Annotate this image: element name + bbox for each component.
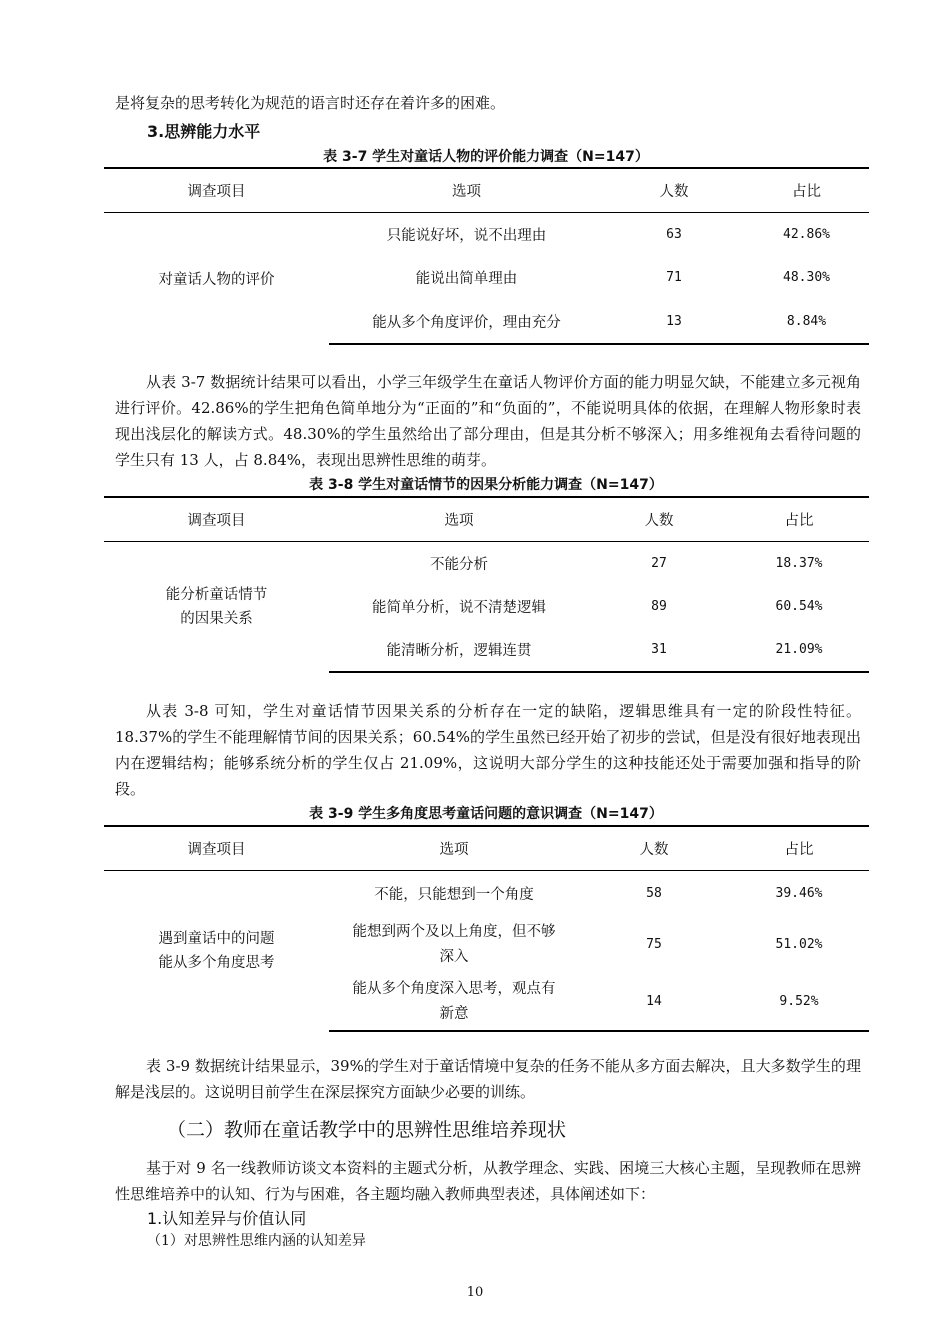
option-line-2: 新意 (439, 1005, 469, 1022)
option-cell: 不能分析 (430, 556, 488, 573)
count-cell: 31 (589, 628, 729, 672)
percent-cell: 9.52% (729, 973, 869, 1031)
count-cell: 13 (604, 299, 744, 344)
option-line-1: 能想到两个及以上角度，但不够 (352, 923, 556, 940)
percent-cell: 39.46% (775, 885, 823, 901)
survey-item: 对童话人物的评价 (158, 271, 275, 288)
paragraph-table-3-7-analysis: 从表 3-7 数据统计结果可以看出，小学三年级学生在童话人物评价方面的能力明显欠缺，不能建立多元视角进行评价。42.86%的学生把角色简单地分为“正面的”和“负面的”，不能说明具体的依据，在理解人物形象时表现出浅层化的解读方式。48.30%的学生虽然给出了部分理由，但是其分析不够深入；用多维视角去看待问题的学生只有 13 人，占 8.84%，表现出思辨性思维的萌芽。 (115, 373, 861, 469)
paragraph-table-3-9-analysis: 表 3-9 数据统计结果显示，39%的学生对于童话情境中复杂的任务不能从多方面去解决，且大多数学生的理解是浅层的。这说明目前学生在深层探究方面缺少必要的训练。 (115, 1057, 861, 1101)
percent-cell: 8.84% (744, 299, 869, 344)
section-heading-3: 3.思辨能力水平 (147, 122, 261, 141)
header-option: 选项 (329, 497, 589, 541)
option-line-2: 深入 (439, 948, 469, 965)
option-cell: 不能，只能想到一个角度 (374, 886, 534, 903)
header-item: 调查项目 (104, 826, 329, 870)
subsection-heading-1: 1.认知差异与价值认同 (147, 1209, 307, 1228)
table-3-7 (104, 167, 869, 345)
table-3-7-caption: 表 3-7 学生对童话人物的评价能力调查（N=147） (323, 149, 649, 165)
sub-subsection-heading: （1）对思辨性思维内涵的认知差异 (147, 1233, 366, 1249)
option-cell (329, 973, 579, 1031)
count-cell: 89 (651, 599, 667, 614)
table-row (104, 212, 869, 256)
survey-item-line-1: 遇到童话中的问题 (158, 930, 275, 947)
paragraph-teacher-intro: 基于对 9 名一线教师访谈文本资料的主题式分析，从教学理念、实践、困境三大核心主题，呈现教师在思辨性思维培养中的认知、行为与困难，各主题均融入教师典型表述，具体阐述如下： (115, 1159, 861, 1203)
survey-item (104, 870, 329, 1031)
table-row (104, 870, 869, 916)
table-3-8-caption: 表 3-8 学生对童话情节的因果分析能力调查（N=147） (309, 477, 663, 493)
header-option: 选项 (329, 826, 579, 870)
survey-item-line-2: 的因果关系 (180, 610, 253, 627)
table-3-9-caption: 表 3-9 学生多角度思考童话问题的意识调查（N=147） (309, 806, 663, 822)
survey-item-line-2: 能从多个角度思考 (158, 954, 275, 971)
header-count: 人数 (579, 826, 729, 870)
option-cell: 能简单分析，说不清楚逻辑 (372, 600, 546, 616)
header-option: 选项 (329, 168, 604, 212)
table-row (104, 541, 869, 585)
percent-cell: 48.30% (783, 270, 830, 285)
count-cell: 75 (646, 937, 662, 952)
header-count: 人数 (604, 168, 744, 212)
count-cell: 27 (651, 555, 667, 571)
option-cell (329, 916, 579, 973)
count-cell: 71 (666, 270, 682, 285)
option-cell: 只能说好坏，说不出理由 (386, 227, 547, 244)
count-cell: 63 (666, 226, 682, 242)
header-percent: 占比 (729, 826, 869, 870)
page-number: 10 (466, 1285, 484, 1300)
table-3-8 (104, 496, 869, 673)
percent-cell: 21.09% (729, 628, 869, 672)
header-percent: 占比 (744, 168, 869, 212)
section-heading-2: （二）教师在童话教学中的思辨性思维培养现状 (167, 1119, 567, 1141)
paragraph-continued: 是将复杂的思考转化为规范的语言时还存在着许多的困难。 (115, 94, 506, 112)
header-percent: 占比 (729, 497, 869, 541)
paragraph-table-3-8-analysis: 从表 3-8 可知，学生对童话情节因果关系的分析存在一定的缺陷，逻辑思维具有一定的阶段性特征。18.37%的学生不能理解情节间的因果关系；60.54%的学生虽然已经开始了初步的尝试，但是没有很好地表现出内在逻辑结构；能够系统分析的学生仅占 21.09%，这说明大部分学生的这种技能还处于需要加强和指导的阶段。 (115, 702, 861, 798)
header-count: 人数 (589, 497, 729, 541)
header-item: 调查项目 (104, 497, 329, 541)
percent-cell: 51.02% (775, 937, 823, 952)
option-line-1: 能从多个角度深入思考，观点有 (352, 980, 556, 997)
percent-cell: 18.37% (775, 555, 823, 571)
option-cell: 能从多个角度评价，理由充分 (329, 299, 604, 344)
table-3-9 (104, 825, 869, 1032)
percent-cell: 60.54% (775, 599, 823, 614)
count-cell: 58 (646, 885, 662, 901)
option-cell: 能说出简单理由 (415, 271, 518, 287)
count-cell: 14 (579, 973, 729, 1031)
option-cell: 能清晰分析，逻辑连贯 (329, 628, 589, 672)
survey-item (104, 541, 329, 672)
header-item: 调查项目 (104, 168, 329, 212)
survey-item-line-1: 能分析童话情节 (165, 586, 268, 603)
percent-cell: 42.86% (783, 226, 830, 242)
